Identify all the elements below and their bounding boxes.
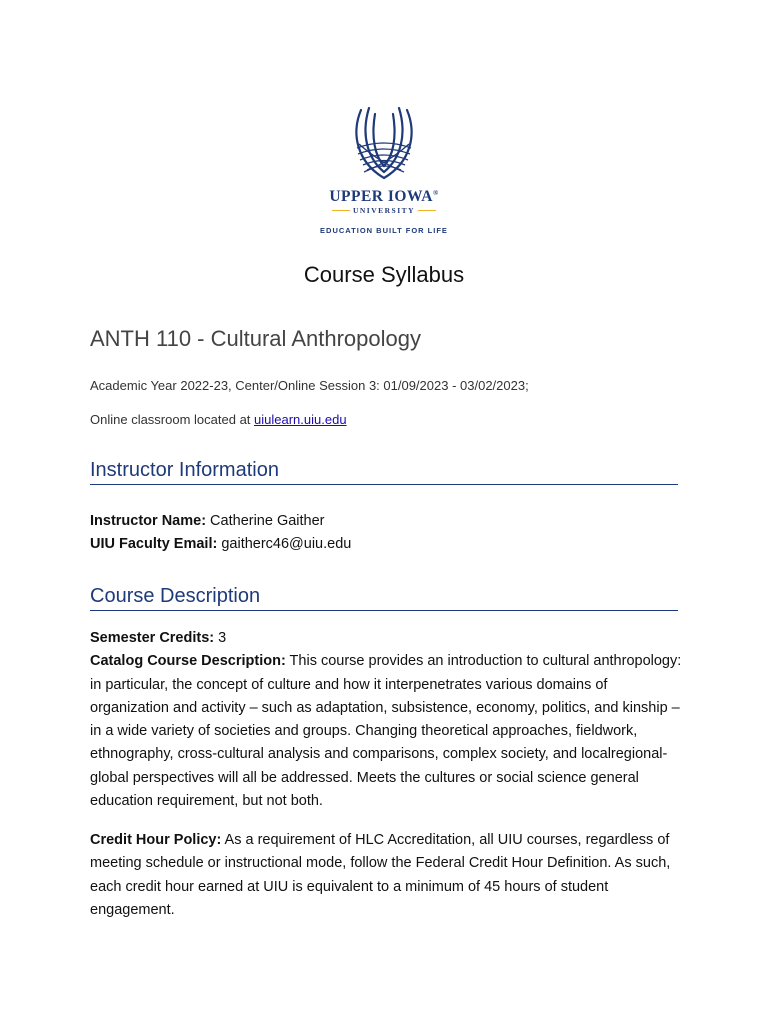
course-description-body	[90, 627, 682, 813]
classroom-info	[90, 412, 347, 427]
session-info: Academic Year 2022-23, Center/Online Session 3: 01/09/2023 - 03/02/2023;	[90, 378, 529, 393]
instructor-name-label: Instructor Name:	[90, 513, 207, 529]
logo-wordmark: UPPER IOWA®	[329, 188, 439, 205]
course-description-heading: Course Description	[90, 585, 678, 611]
university-logo	[300, 104, 468, 240]
catalog-label: Catalog Course Description:	[90, 653, 286, 670]
gold-rule	[418, 210, 436, 212]
arch-emblem-icon	[349, 104, 419, 184]
credits-value: 3	[214, 630, 227, 646]
credits-row	[90, 627, 682, 650]
instructor-heading: Instructor Information	[90, 459, 678, 485]
logo-subtitle	[300, 206, 468, 215]
instructor-email-label: UIU Faculty Email:	[90, 536, 218, 553]
credit-hour-label: Credit Hour Policy:	[90, 832, 222, 848]
catalog-text: This course provides an introduction to cultural anthropology: in particular, the concept of culture and how it interpenetrates various domains of organization and activity – such as adaptation, subsistence, economy, politics, and kinship – in a wide variety of societies and groups. Changing theoretical approaches, fieldwork, ethnography, cross-cultural analysis and comparisons, complex society, and localregional-global perspectives will all be addressed. Meets the cultures or social science general education requirement, but not both.	[90, 653, 682, 810]
course-title: ANTH 110 - Cultural Anthropology	[90, 326, 421, 351]
gold-rule	[332, 210, 350, 212]
classroom-link[interactable]: uiulearn.uiu.edu	[254, 412, 347, 427]
credit-hour-policy	[90, 829, 682, 922]
catalog-description	[90, 650, 682, 813]
instructor-email-row	[90, 533, 682, 556]
credits-label: Semester Credits:	[90, 630, 215, 646]
classroom-prefix: Online classroom located at	[90, 412, 255, 427]
document-title: Course Syllabus	[303, 262, 465, 287]
credit-hour-text: As a requirement of HLC Accreditation, all UIU courses, regardless of meeting schedule or instructional mode, follow the Federal Credit Hour Definition. As such, each credit hour earned at UIU is equivalent to a minimum of 45 hours of student engagement.	[90, 832, 671, 918]
logo-university-text: UNIVERSITY	[352, 206, 416, 215]
logo-tagline: EDUCATION BUILT FOR LIFE	[320, 226, 448, 235]
instructor-email-value: gaitherc46@uiu.edu	[217, 536, 352, 553]
instructor-name-value: Catherine Gaither	[206, 513, 325, 529]
instructor-details	[90, 510, 682, 557]
instructor-name-row	[90, 510, 682, 533]
